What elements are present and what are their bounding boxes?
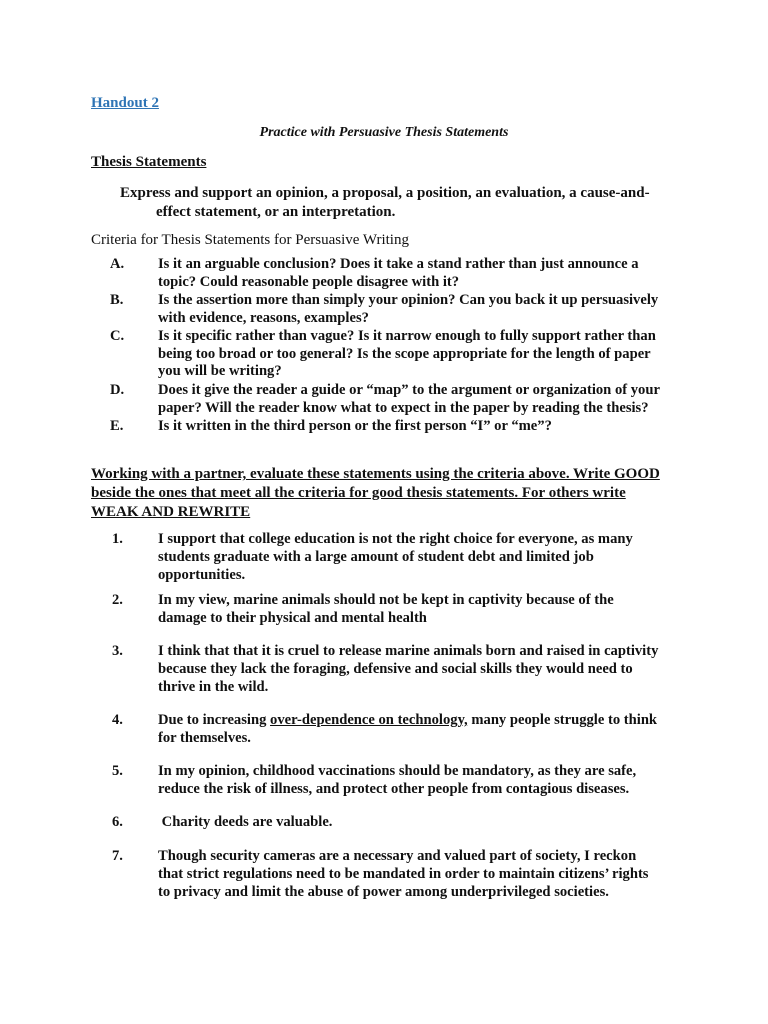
criteria-line: paper? Will the reader know what to expect in the paper by reading the thesis? [158, 399, 649, 416]
item-line [158, 711, 668, 729]
criteria-line: Is it an arguable conclusion? Does it take a stand rather than just announce a [158, 256, 639, 272]
instructions-line: beside the ones that meet all the criteria for good thesis statements. For others write [91, 485, 626, 501]
item-number: 2. [112, 592, 123, 608]
item-number: 5. [112, 763, 123, 779]
item-line: damage to their physical and mental health [158, 610, 427, 626]
criteria-line: Is it written in the third person or the first person “I” or “me”? [158, 418, 552, 434]
thesis-intro [120, 184, 660, 222]
criteria-line: being too broad or too general? Is the scope appropriate for the length of paper [158, 345, 651, 362]
criteria-mark: D. [110, 382, 125, 398]
item-line: thrive in the wild. [158, 679, 269, 695]
item-number: 7. [112, 848, 123, 864]
item-number: 4. [112, 712, 123, 728]
item-line: Though security cameras are a necessary and valued part of society, I reckon [158, 848, 637, 864]
instructions-line: WEAK AND REWRITE [91, 504, 251, 520]
item-line: I support that college education is not the right choice for everyone, as many [158, 531, 633, 547]
criteria-line: Is it specific rather than vague? Is it narrow enough to fully support rather than [158, 328, 656, 344]
criteria-mark: B. [110, 292, 124, 308]
exercise-instructions [91, 465, 691, 522]
criteria-line: Is the assertion more than simply your opinion? Can you back it up persuasively [158, 292, 659, 308]
item-line: students graduate with a large amount of student debt and limited job [158, 549, 594, 565]
item-line: In my view, marine animals should not be kept in captivity because of the [158, 592, 614, 608]
handout-label: Handout 2 [91, 95, 159, 111]
thesis-intro-line: effect statement, or an interpretation. [156, 204, 396, 220]
item-line: to privacy and limit the abuse of power among underprivileged societies. [158, 884, 609, 900]
criteria-mark: A. [110, 256, 125, 272]
criteria-mark: E. [110, 418, 124, 434]
item-number: 3. [112, 643, 123, 659]
page-subtitle: Practice with Persuasive Thesis Statements [259, 125, 509, 140]
item-line: In my opinion, childhood vaccinations should be mandatory, as they are safe, [158, 763, 637, 779]
criteria-mark: C. [110, 328, 125, 344]
criteria-line: with evidence, reasons, examples? [158, 309, 369, 326]
item-line: that strict regulations need to be mandated in order to maintain citizens’ rights [158, 866, 649, 882]
item-text-segment: many people struggle to think [467, 712, 658, 728]
item-line: because they lack the foraging, defensive and social skills they would need to [158, 661, 633, 677]
item-line: for themselves. [158, 730, 251, 746]
criteria-heading: Criteria for Thesis Statements for Persuasive Writing [91, 232, 409, 248]
item-number: 6. [112, 814, 123, 830]
item-line: I think that that it is cruel to release marine animals born and raised in captivity [158, 643, 659, 659]
item-underlined-phrase: over-dependence on technology, [270, 712, 468, 728]
item-line: reduce the risk of illness, and protect other people from contagious diseases. [158, 781, 630, 797]
criteria-line: Does it give the reader a guide or “map” to the argument or organization of your [158, 382, 660, 398]
criteria-line: topic? Could reasonable people disagree with it? [158, 273, 460, 290]
thesis-intro-line: Express and support an opinion, a proposal, a position, an evaluation, a cause-and- [120, 185, 650, 201]
criteria-line: you will be writing? [158, 363, 282, 379]
section-title-thesis: Thesis Statements [91, 154, 207, 170]
item-text-segment: Due to increasing [158, 712, 271, 728]
instructions-line: Working with a partner, evaluate these statements using the criteria above. Write GOOD [91, 466, 660, 482]
item-number: 1. [112, 531, 123, 547]
item-line: Charity deeds are valuable. [158, 814, 333, 830]
item-line: opportunities. [158, 567, 246, 583]
